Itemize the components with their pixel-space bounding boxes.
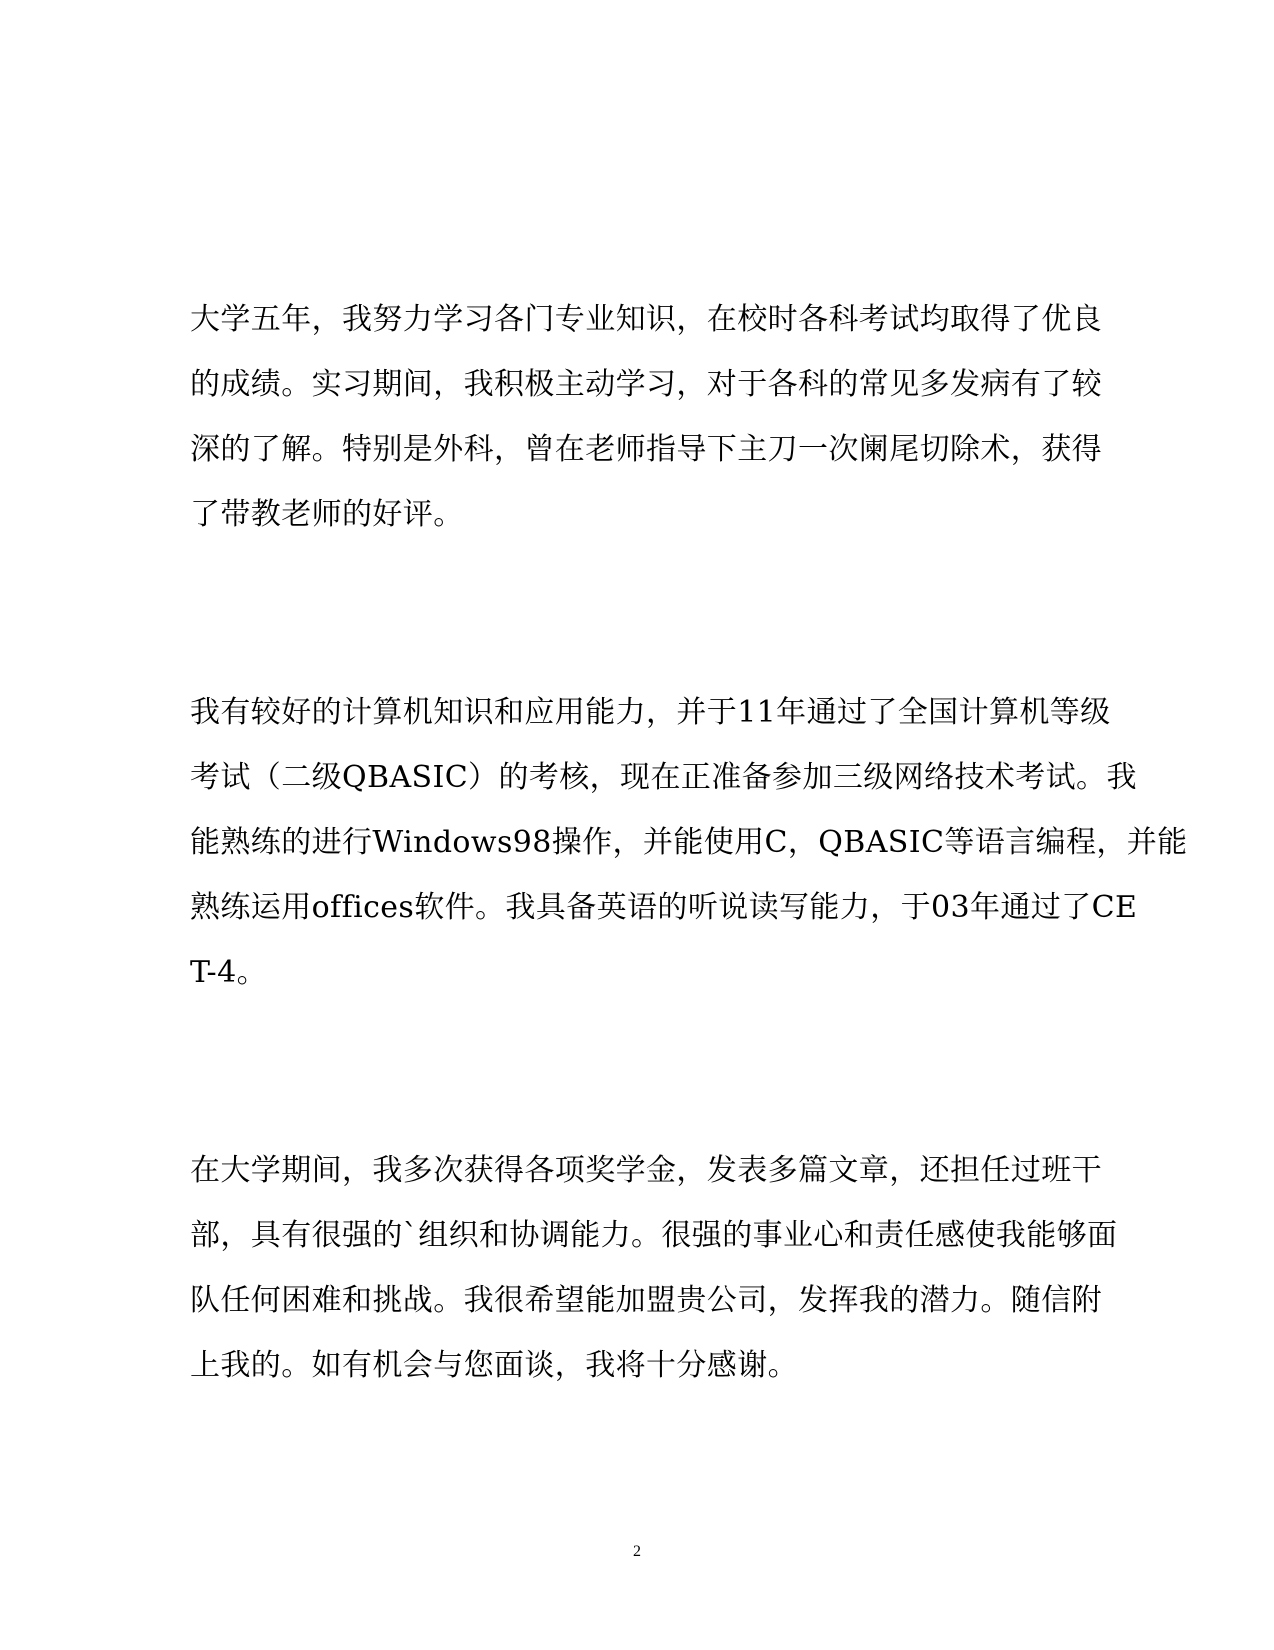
text-line: 队任何困难和挑战。我很希望能加盟贵公司，发挥我的潜力。随信附 xyxy=(190,1283,1102,1318)
text-line: T-4。 xyxy=(190,955,267,990)
text-line: 了带教老师的好评。 xyxy=(190,497,464,532)
text-line: 大学五年，我努力学习各门专业知识，在校时各科考试均取得了优良 xyxy=(190,302,1102,337)
text-line: 部，具有很强的`组织和协调能力。很强的事业心和责任感使我能够面 xyxy=(190,1218,1118,1253)
text-line: 熟练运用offices软件。我具备英语的听说读写能力，于03年通过了CE xyxy=(190,890,1138,925)
paragraph-study-achievements xyxy=(190,287,1102,547)
text-line: 能熟练的进行Windows98操作，并能使用C，QBASIC等语言编程，并能 xyxy=(190,825,1188,860)
text-line: 在大学期间，我多次获得各项奖学金，发表多篇文章，还担任过班干 xyxy=(190,1153,1102,1188)
text-line: 深的了解。特别是外科，曾在老师指导下主刀一次阑尾切除术，获得 xyxy=(190,432,1102,467)
paragraph-computer-english-skills xyxy=(190,680,1188,1005)
text-line: 我有较好的计算机知识和应用能力，并于11年通过了全国计算机等级 xyxy=(190,695,1111,730)
paragraph-activities-closing xyxy=(190,1138,1118,1398)
text-line: 考试（二级QBASIC）的考核，现在正准备参加三级网络技术考试。我 xyxy=(190,760,1137,795)
text-line: 上我的。如有机会与您面谈，我将十分感谢。 xyxy=(190,1348,798,1383)
text-line: 的成绩。实习期间，我积极主动学习，对于各科的常见多发病有了较 xyxy=(190,367,1102,402)
page-number: 2 xyxy=(633,1543,641,1560)
